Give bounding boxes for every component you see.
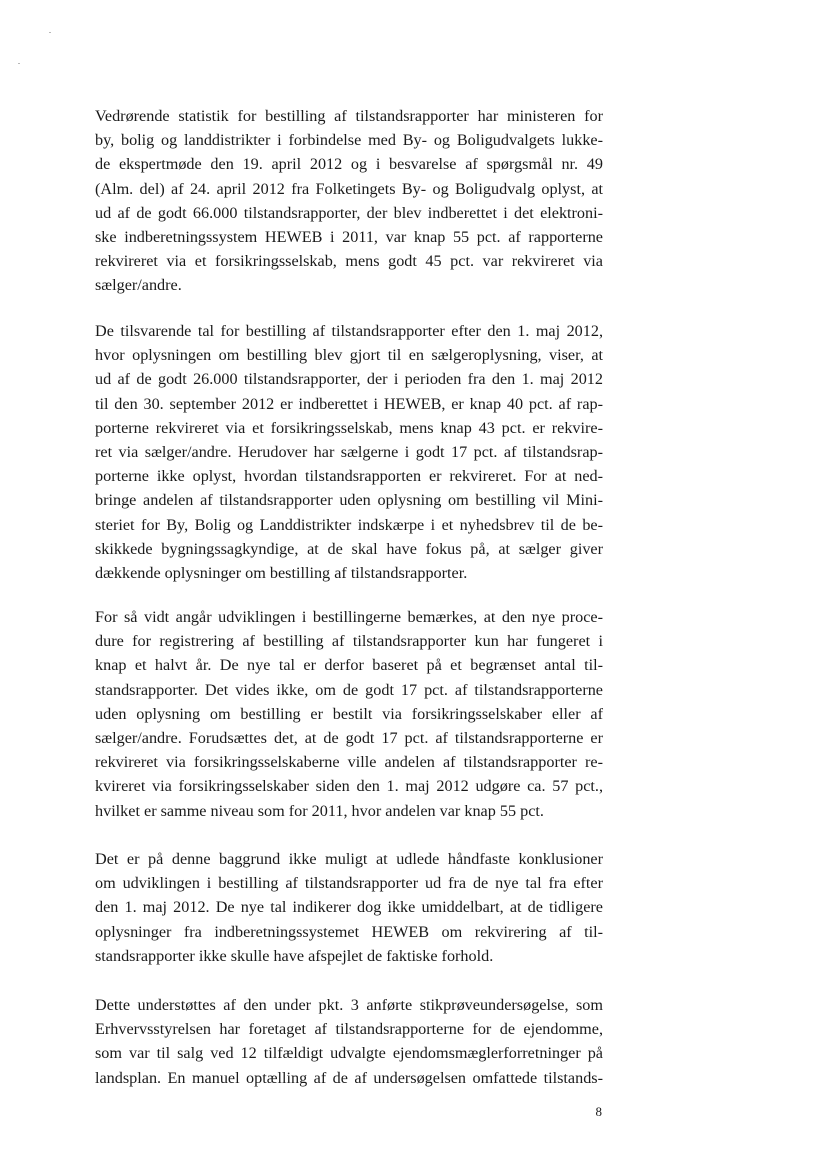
text-line: dure for registrering af bestilling af tilstandsrapporter kun har fungeret i (95, 632, 603, 651)
text-line: oplysninger fra indberetningssystemet HEWEB om rekvirering af til- (95, 922, 603, 941)
text-line: porterne ikke oplyst, hvordan tilstandsrapporten er rekvireret. For at ned- (95, 467, 603, 486)
text-line: standsrapporter. Det vides ikke, om de godt 17 pct. af tilstandsrapporterne (95, 680, 603, 699)
text-line: ret via sælger/andre. Herudover har sælgerne i godt 17 pct. af tilstandsrap- (95, 443, 603, 462)
text-line: skikkede bygningssagkyndige, at de skal have fokus på, at sælger giver (95, 539, 603, 558)
paragraph-heweb-2011-statistics (95, 104, 603, 298)
text-line: standsrapporter ikke skulle have afspejlet de faktiske forhold. (95, 946, 494, 965)
text-line: De tilsvarende tal for bestilling af tilstandsrapporter efter den 1. maj 2012, (95, 322, 603, 340)
paragraph-development-remarks (95, 605, 603, 823)
text-line: Erhvervsstyrelsen har foretaget af tilstandsrapporterne for de ejendomme, (95, 1020, 603, 1039)
text-line: kvireret via forsikringsselskaber siden den 1. maj 2012 udgøre ca. 57 pct., (95, 777, 603, 796)
text-line: ud af de godt 26.000 tilstandsrapporter, der i perioden fra den 1. maj 2012 (95, 370, 603, 389)
text-line: som var til salg ved 12 tilfældigt udvalgte ejendomsmæglerforretninger på (95, 1044, 603, 1063)
text-line: hvor oplysningen om bestilling blev gjort til en sælgeroplysning, viser, at (95, 346, 603, 365)
text-line: dækkende oplysninger om bestilling af tilstandsrapporter. (95, 564, 468, 583)
paragraph-conclusion (95, 847, 603, 968)
text-line: Det er på denne baggrund ikke muligt at udlede håndfaste konklusioner (95, 850, 603, 868)
text-line: by, bolig og landdistrikter i forbindelse med By- og Boligudvalgets lukke- (95, 131, 603, 150)
text-line: steriet for By, Bolig og Landdistrikter indskærpe i et nyhedsbrev til de be- (95, 515, 603, 534)
text-line: de ekspertmøde den 19. april 2012 og i besvarelse af spørgsmål nr. 49 (95, 155, 603, 174)
text-line: den 1. maj 2012. De nye tal indikerer dog ikke umiddelbart, at de tidligere (95, 898, 603, 917)
text-line: sælger/andre. Forudsættes det, at de godt 17 pct. af tilstandsrapporterne er (95, 729, 603, 748)
text-line: om udviklingen i bestilling af tilstandsrapporter ud fra de nye tal fra efter (95, 874, 603, 893)
text-line: til den 30. september 2012 er indberettet i HEWEB, er knap 40 pct. af rap- (95, 394, 603, 413)
text-line: (Alm. del) af 24. april 2012 fra Folketingets By- og Boligudvalg oplyst, at (95, 179, 603, 198)
text-line: ud af de godt 66.000 tilstandsrapporter, der blev indberettet i det elektroni- (95, 203, 603, 222)
text-line: bringe andelen af tilstandsrapporter uden oplysning om bestilling vil Mini- (95, 491, 603, 510)
paragraph-sample-survey (95, 993, 603, 1090)
text-line: ske indberetningssystem HEWEB i 2011, var knap 55 pct. af rapporterne (95, 228, 603, 247)
text-line: For så vidt angår udviklingen i bestillingerne bemærkes, at den nye proce- (95, 608, 603, 626)
paragraph-2012-statistics (95, 319, 603, 585)
text-line: hvilket er samme niveau som for 2011, hvor andelen var knap 55 pct. (95, 801, 544, 820)
text-line: uden oplysning om bestilling er bestilt via forsikringsselskaber eller af (95, 704, 603, 723)
text-line: Dette understøttes af den under pkt. 3 anførte stikprøveundersøgelse, som (95, 996, 603, 1014)
text-line: rekvireret via et forsikringsselskab, mens godt 45 pct. var rekvireret via (95, 252, 603, 271)
scan-speck (49, 32, 51, 33)
text-line: landsplan. En manuel optælling af de af undersøgelsen omfattede tilstands- (95, 1068, 603, 1087)
text-line: knap et halvt år. De nye tal er derfor baseret på et begrænset antal til- (95, 656, 603, 675)
text-line: sælger/andre. (95, 276, 182, 295)
text-line: porterne rekvireret via et forsikringsselskab, mens knap 43 pct. er rekvire- (95, 418, 603, 437)
text-line: rekvireret via forsikringsselskaberne ville andelen af tilstandsrapporter re- (95, 753, 603, 772)
scan-speck (18, 63, 20, 64)
page-number: 8 (595, 1104, 602, 1119)
text-line: Vedrørende statistik for bestilling af tilstandsrapporter har ministeren for (95, 107, 603, 125)
